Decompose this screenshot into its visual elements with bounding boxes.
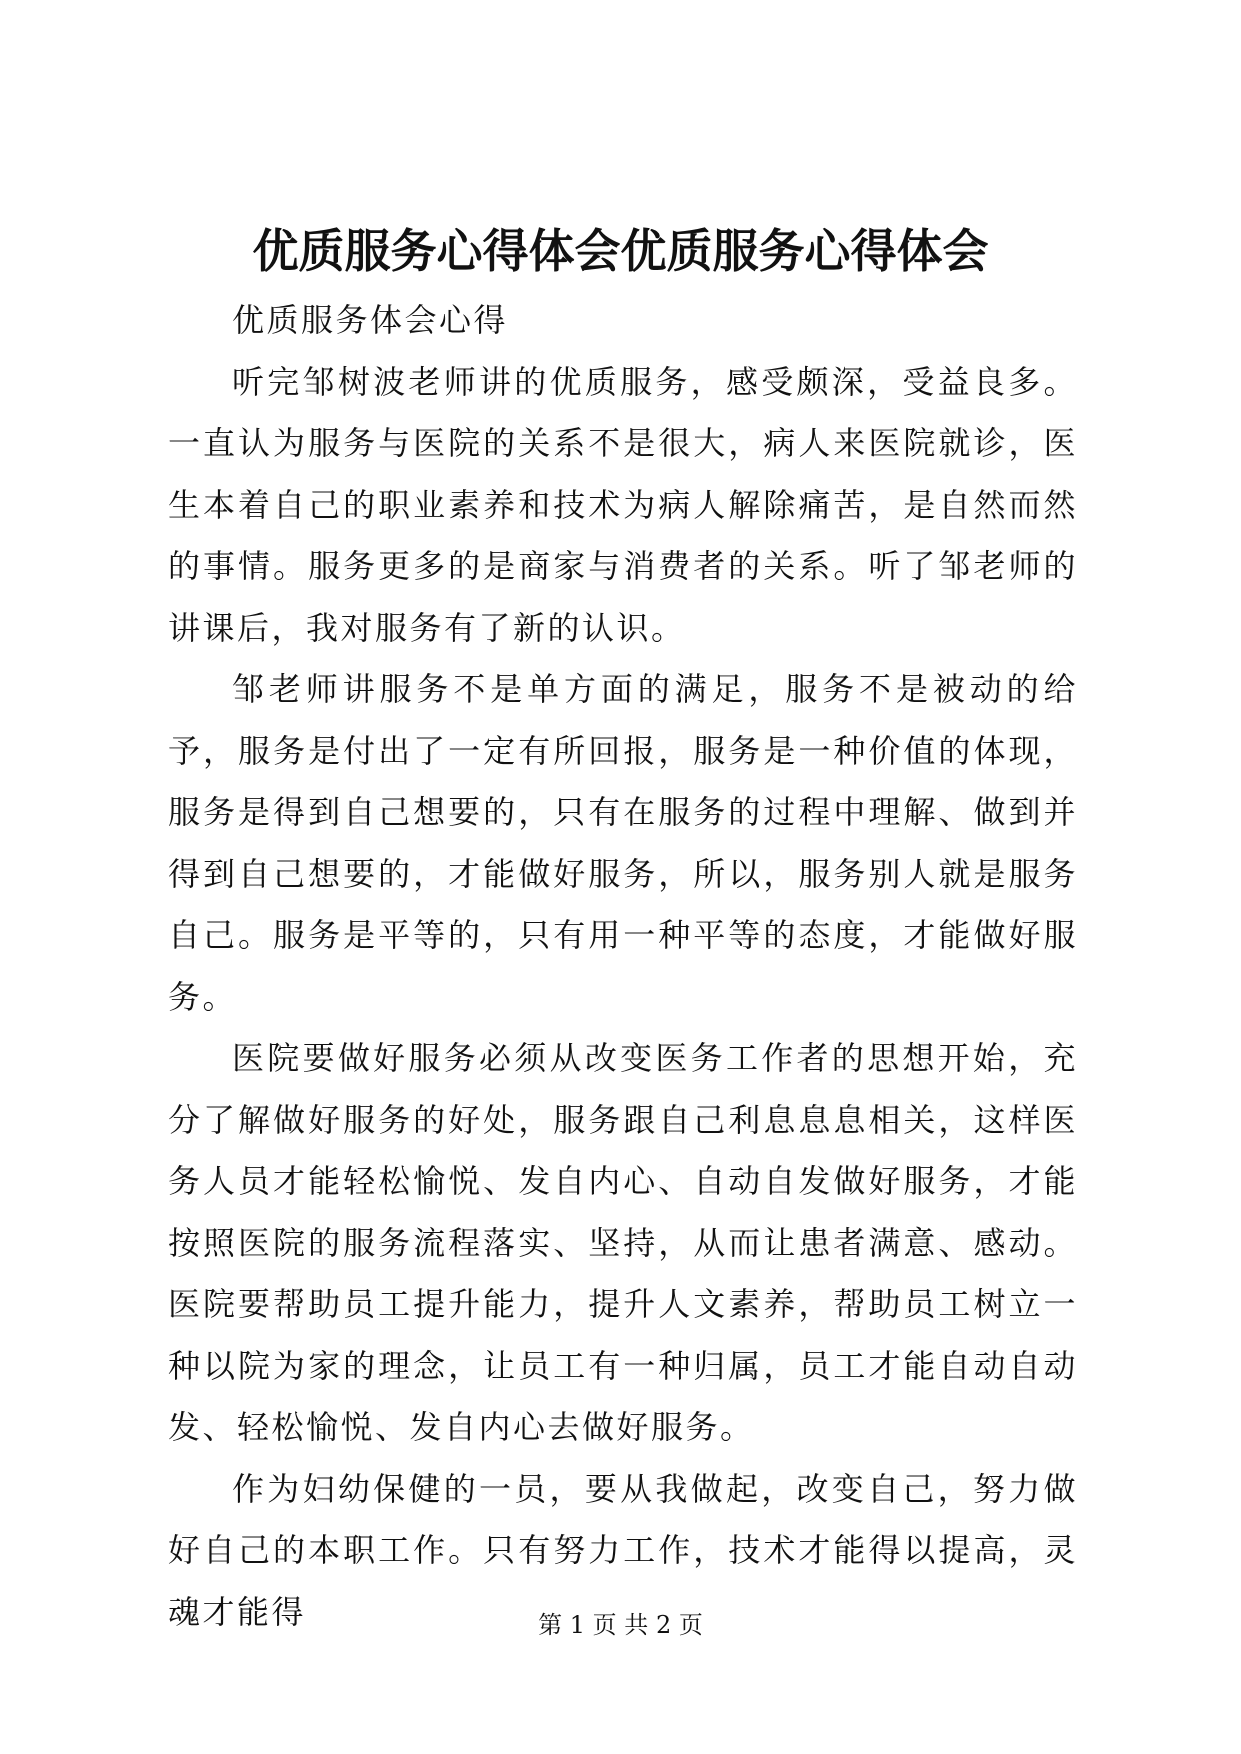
paragraph-1: 听完邹树波老师讲的优质服务，感受颇深，受益良多。一直认为服务与医院的关系不是很大，病人来医院就诊，医生本着自己的职业素养和技术为病人解除痛苦，是自然而然的事情。服务更多的是商家与消费者的关系。听了邹老师的讲课后，我对服务有了新的认识。	[168, 362, 1078, 647]
document-body	[168, 290, 1078, 1643]
paragraph-2: 邹老师讲服务不是单方面的满足，服务不是被动的给予，服务是付出了一定有所回报，服务是一种价值的体现，服务是得到自己想要的，只有在服务的过程中理解、做到并得到自己想要的，才能做好服务，所以，服务别人就是服务自己。服务是平等的，只有用一种平等的态度，才能做好服务。	[168, 670, 1078, 1016]
paragraph-4: 作为妇幼保健的一员，要从我做起，改变自己，努力做好自己的本职工作。只有努力工作，技术才能得以提高，灵魂才能得	[168, 1469, 1078, 1631]
document-subtitle: 优质服务体会心得	[232, 301, 509, 339]
paragraph-3: 医院要做好服务必须从改变医务工作者的思想开始，充分了解做好服务的好处，服务跟自己利息息息相关，这样医务人员才能轻松愉悦、发自内心、自动自发做好服务，才能按照医院的服务流程落实、坚持，从而让患者满意、感动。医院要帮助员工提升能力，提升人文素养，帮助员工树立一种以院为家的理念，让员工有一种归属，员工才能自动自动发、轻松愉悦、发自内心去做好服务。	[168, 1039, 1078, 1446]
document-title: 优质服务心得体会优质服务心得体会	[252, 224, 989, 278]
page-footer: 第 1 页 共 2 页	[538, 1611, 703, 1639]
